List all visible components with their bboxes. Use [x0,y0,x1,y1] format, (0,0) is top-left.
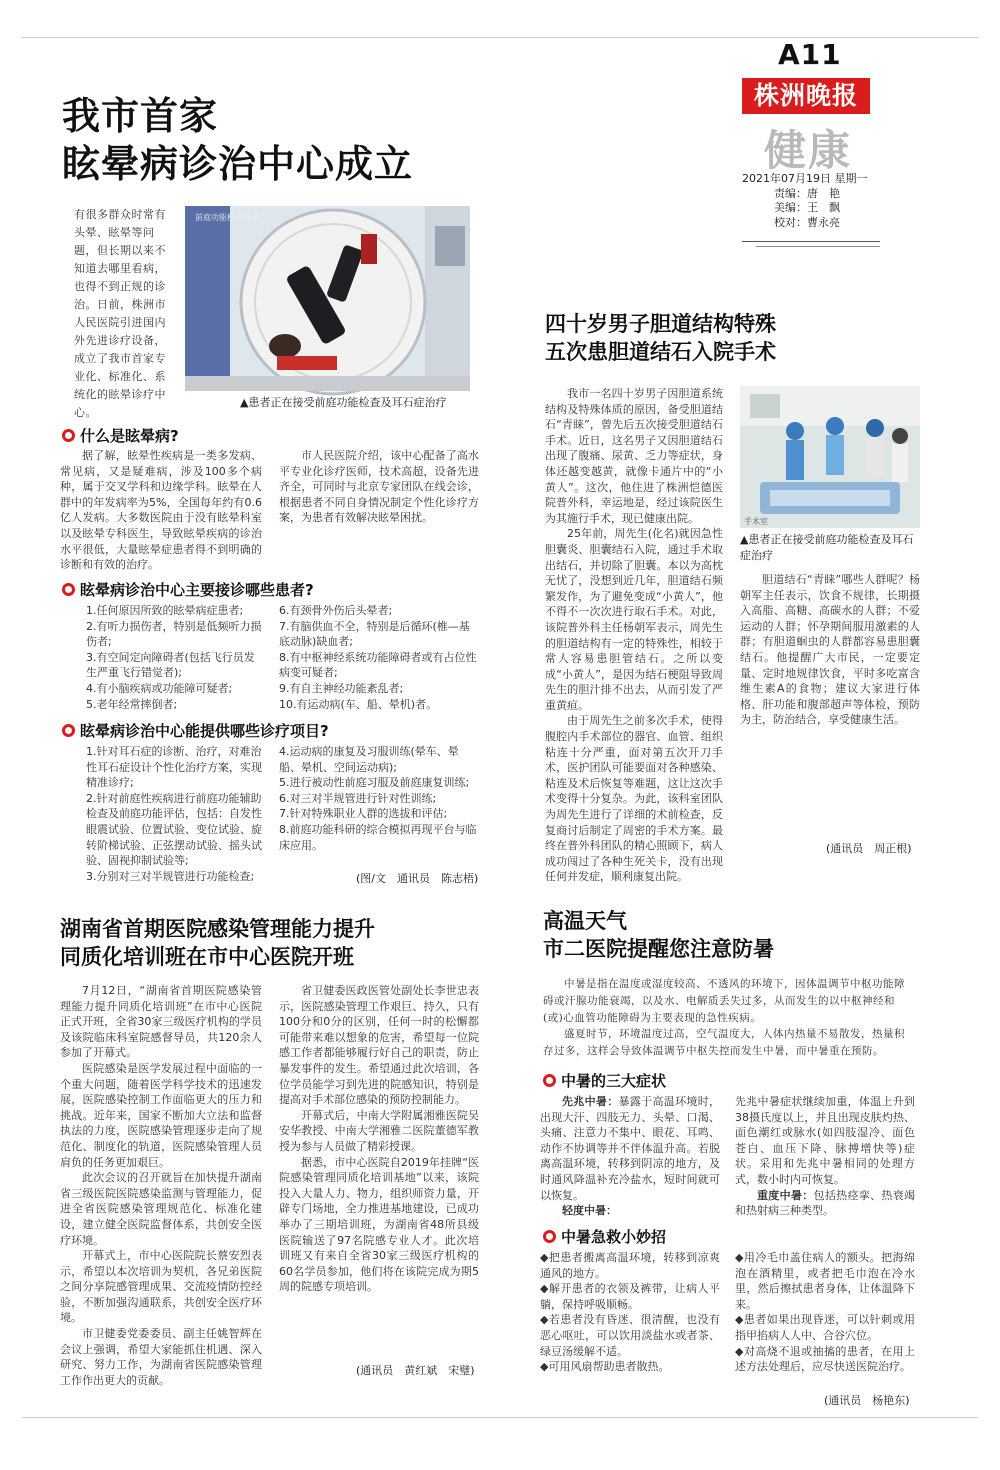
list-item: 4.有小脑疾病或功能障可疑者; [86,681,233,695]
article1-sub2-list-right [279,603,479,712]
article4-symptoms-right: 先兆中暑症状继续加重，体温上升到38摄氏度以上，并且出现皮肤灼热、面色潮红或脉水(如四肢湿冷、面色苍白、血压下降、脉搏增快等)症状。采用和先兆中暑相同的处理方式，数小时内可恢复。 重度中暑：包括热痉挛、热衰竭和热射病三种类型。 [735,1095,916,1218]
list-item: 7.有脑供血不全，特别是后循环(椎—基底动脉)缺血者; [279,619,470,649]
list-item: 3.分别对三对半规管进行功能检查; [86,869,255,883]
article2-text-right: 胆道结石“青睐”哪些人群呢？杨朝军主任表示，饮食不规律，长期摄入高脂、高糖、高碳水的人群；不爱运动的人群；怀孕期间服用激素的人群；有胆道蛔虫的人群都容易患胆囊结石。他提醒广大市民，一定要定量、定时地规律饮食，平时多吃富含维生素A的食物；建议大家进行体格、肝功能和腹部超声等体检，预防为主，防治结合，享受健康生活。 [740,573,920,727]
designer: 美编：王 飘 [774,201,840,214]
page-number: A11 [778,38,842,71]
list-item: 3.有空间定向障碍者(包括飞行员发生严重飞行错觉者); [86,650,255,680]
article4-lead-2: 盛夏时节，环境温度过高，空气温度大，人体内热量不易散发，热量积存过多，这样会导致体温调节中枢失控而发生中暑，而中暑重在预防。 [543,1028,905,1057]
article1-photo [185,206,470,391]
list-item: 10.有运动病(车、船、晕机)者。 [279,697,438,711]
list-item: 8.有中枢神经系统功能障碍者或有占位性病变可疑者; [279,650,477,680]
article1-subhead-2: 眩晕病诊治中心主要接诊哪些患者? [62,579,314,600]
list-item: ◆若患者没有昏迷、很清醒，也没有恶心呕吐，可以饮用淡盐水或者茶、绿豆汤缓解不适。 [540,1313,720,1358]
list-item: 5.老年经常摔倒者; [86,697,178,711]
list-item: ◆解开患者的衣领及裤带，让病人平躺，保持呼吸顺畅。 [540,1282,720,1311]
proofreader: 校对：曹永亮 [774,215,840,229]
article1-sub1-text-right: 市人民医院介绍，该中心配备了高水平专业化诊疗医师，技术高超，设备先进齐全，可同时与北京专家团队在线会诊，根据患者不同自身情况制定个性化诊疗方案，为患者有效解决眩晕困扰。 [279,449,479,525]
bottom-rule [22,1417,978,1418]
list-item: ◆患者如果出现昏迷，可以针刺或用指甲掐病人人中、合谷穴位。 [735,1313,915,1342]
list-item: 2.有听力损伤者，特别是低频听力损伤者; [86,619,262,649]
symptom-label: 先兆中暑： [562,1095,619,1108]
article2-title: 四十岁男子胆道结构特殊 五次患胆道结石入院手术 [545,312,776,364]
list-item: 7.针对特殊职业人群的选拔和评估; [279,807,448,821]
list-item: 6.对三对半规管进行针对性训练; [279,791,437,805]
editor: 责编：唐 艳 [774,186,840,200]
article4-symptoms-left: 先兆中暑：暴露于高温环境时，出现大汗、四肢无力、头晕、口渴、头痛、注意力不集中、眼花、耳鸣、动作不协调等并不伴体温升高。若脱离高温环境，转移到阴凉的地方，及时通风降温补充冷盐水，短时间就可以恢复。 [540,1095,721,1202]
article1-sub3-list-right [279,744,479,853]
red-circle-icon [543,1074,556,1087]
date-divider [742,233,880,242]
vestibular-chair-image [185,206,470,391]
article4-tips-left [540,1250,720,1375]
list-item: 9.有自主神经功能紊乱者; [279,681,404,695]
article4-symptom-2-label: 轻度中暑： [562,1204,617,1217]
article2-photo [740,386,920,528]
article1-sub1-text-left: 据了解，眩晕性疾病是一类多发病、常见病，又是疑难病，涉及100多个病种，属于交叉学科和边缘学科。眩晕在人群中的年发病率为5%，全国每年约有0.6亿人发病。大多数医院由于没有眩晕科室以及眩晕专科医生，导致眩晕疾病的诊治水平很低，大量眩晕症患者得不到明确的诊断和有效的治疗。 [60,449,262,572]
list-item: ◆对高烧不退或抽搐的患者，在用上述方法处理后，应尽快送医院治疗。 [735,1344,915,1374]
red-circle-icon [62,724,75,737]
article1-photo-caption: ▲患者正在接受前庭功能检查及耳石症治疗 [240,396,447,409]
list-item: ◆可用风扇帮助患者散热。 [540,1360,670,1374]
list-item: 6.有颈骨外伤后头晕者; [279,604,393,617]
red-circle-icon [62,583,75,596]
article2-credit: (通讯员 周正根) [826,842,912,855]
article1-credit: (图/文 通讯员 陈志梧) [356,872,479,885]
article1-lead: 有很多群众时常有头晕、眩晕等问题，但长期以来不知道去哪里看病，也得不到正规的诊治。日前，株洲市人民医院引进国内外先进诊疗设备，成立了我市首家专业化、标准化、系统化的眩晕诊疗中心。 [74,208,166,419]
article3-title: 湖南省首期医院感染管理能力提升 同质化培训班在市中心医院开班 [60,917,375,969]
list-item: 2.针对前庭性疾病进行前庭功能辅助检查及前庭功能评估，包括：自发性眼震试验、位置试验、变位试验、旋转阶梯试验、正弦摆动试验、摇头试验、固视抑制试验等; [86,791,262,868]
list-item: ◆用冷毛巾盖住病人的额头。把海绵泡在酒精里，或者把毛巾泡在冷水里，然后擦拭患者身体，让体温降下来。 [735,1251,915,1311]
list-item: 1.针对耳石症的诊断、治疗，对难治性耳石症设计个性化治疗方案，实现精准诊疗; [86,745,262,790]
article4-subhead-1: 中暑的三大症状 [543,1070,666,1091]
article1-sub2-list-left [86,603,264,712]
article3-text-right: 省卫健委医政医管处副处长李世忠表示，医院感染管理工作艰巨、持久，只有100分和0分的区别，任何一时的松懈都可能带来难以想象的危害，希望每一位院感工作者都能够履行好自己的职责，防止暴发事件的发生。希望通过此次培训，各位学员能学习到先进的院感知识，特别是提高对手术部位感染的预防控制能力。 开幕式后，中南大学附属湘雅医院吴安华教授、中南大学湘雅二医院董德军教授为参与人员做了精彩授课。 据悉，市中心医院自2019年挂牌“医院感染管理同质化培训基地”以来，该院投入大量人力、物力，组织师资力量，开辟专门场地，全力推进基地建设，已成功举办了三期培训班，为湖南省48所县级医院输送了97名院感专业人才。此次培训班又有来自全省30家三级医疗机构的60名学员参加，他们将在该院完成为期5周的院感专项培训。 [279,984,479,1294]
article4-credit: (通讯员 杨艳东) [824,1394,910,1407]
list-item: 8.前庭功能科研的综合模拟再现平台与临床应用。 [279,822,477,852]
article1-subhead-1: 什么是眩晕病? [62,425,179,446]
article1-sub3-list-left [86,744,264,884]
article2-text-left: 我市一名四十岁男子因胆道系统结构及特殊体质的原因，备受胆道结石“青睐”，曾先后五次接受胆道结石手术。近日，这名男子又因胆道结石出现了腹痛、尿黄、乏力等症状，身体还越变越黄，就像卡通片中的“小黄人”。这次，他住进了株洲恺德医院普外科，幸运地是，经过该院医生为其施行手术，现已健康出院。 25年前，周先生(化名)就因急性胆囊炎、胆囊结石入院，通过手术取出结石，并切除了胆囊。本以为高枕无忧了，没想到近几年，胆道结石频繁发作，为了避免变成“小黄人”，他不得不一次次进行取石手术。对此，该院普外科主任杨朝军表示，周先生的胆道结构有一定的特殊性，相较于常人容易患胆管结石。之所以变成“小黄人”，是因为结石梗阻导致周先生的胆汁排不出去，从而引发了严重黄疸。 由于周先生之前多次手术，使得腹腔内手术部位的器官、血管、组织粘连十分严重，面对第五次开刀手术，医护团队可能要面对各种感染、粘连及术后恢复等难题，这让这次手术变得十分复杂。为此，该科室团队为周先生进行了详细的术前检查，反复商讨后制定了周密的手术方案。最终在普外科团队的精心照顾下，病人成功闯过了各种生死关卡，没有出现任何并发症，顺利康复出院。 [545,387,723,884]
masthead-logo: 株洲晚报 [742,78,870,114]
date-block [742,172,868,230]
list-item: 1.任何原因所致的眩晕病症患者; [86,604,244,617]
article1-title: 我市首家 眩晕病诊治中心成立 [62,94,414,186]
issue-date: 2021年07月19日 星期一 [742,172,868,185]
article2-photo-label: 手术室 [744,517,768,526]
section-title: 健康 [764,126,853,175]
article3-credit: (通讯员 黄红斌 宋璧) [356,1364,475,1377]
article4-title: 高温天气 市二医院提醒您注意防暑 [543,909,774,961]
list-item: 5.进行被动性前庭习服及前庭康复训练; [279,776,470,790]
red-circle-icon [62,429,75,442]
article4-subhead-2: 中暑急救小妙招 [543,1226,666,1247]
article2-photo-caption: ▲患者正在接受前庭功能检查及耳石症治疗 [740,533,914,562]
article1-photo-label: 前庭功能检查设备 [195,213,259,222]
article4-lead-1: 中暑是指在温度或湿度较高、不透风的环境下，因体温调节中枢功能障碍或汗腺功能衰竭，以及水、电解质丢失过多，从而发生的以中枢神经和(或)心血管功能障碍为主要表现的急性疾病。 [543,978,905,1024]
list-item: 4.运动病的康复及习服训练(晕车、晕船、晕机、空间运动病); [279,745,459,774]
article1-subhead-3: 眩晕病诊治中心能提供哪些诊疗项目? [62,720,329,741]
article3-text-left: 7月12日，“湖南省首期医院感染管理能力提升同质化培训班”在市中心医院正式开班，全省30家三级医疗机构的学员及该院临床科室院感督导员，共120余人参加了开幕式。 医院感染是医学发展过程中面临的一个重大问题，随着医学科学技术的迅速发展，医院感染控制工作面临更大的压力和挑战。近年来，国家不断加大立法和监督执法的力度，医院感染管理逐步走向了规范化、制度化的轨道，医院感染管理人员肩负的任务更加艰巨。 此次会议的召开就旨在加快提升湖南省三级医院医院感染监测与管理能力，促进全省医院感染管理规范化、标准化建设，建立健全医院监督体系，共创安全医疗环境。 开幕式上，市中心医院院长蔡安烈表示，希望以本次培训为契机，各兄弟医院之间分享院感管理成果、交流疫情防控经验，不断加强沟通联系，共创安全医疗环境。 市卫健委党委委员、副主任姚智辉在会议上强调，希望大家能抓住机遇、深入研究、努力工作，为湖南省医院感染管理工作作出更大的贡献。 [60,984,262,1387]
article4-tips-right [735,1250,915,1375]
red-circle-icon [543,1230,556,1243]
hospital-room-image [740,386,920,528]
list-item: ◆把患者搬离高温环境，转移到凉爽通风的地方。 [540,1251,720,1280]
